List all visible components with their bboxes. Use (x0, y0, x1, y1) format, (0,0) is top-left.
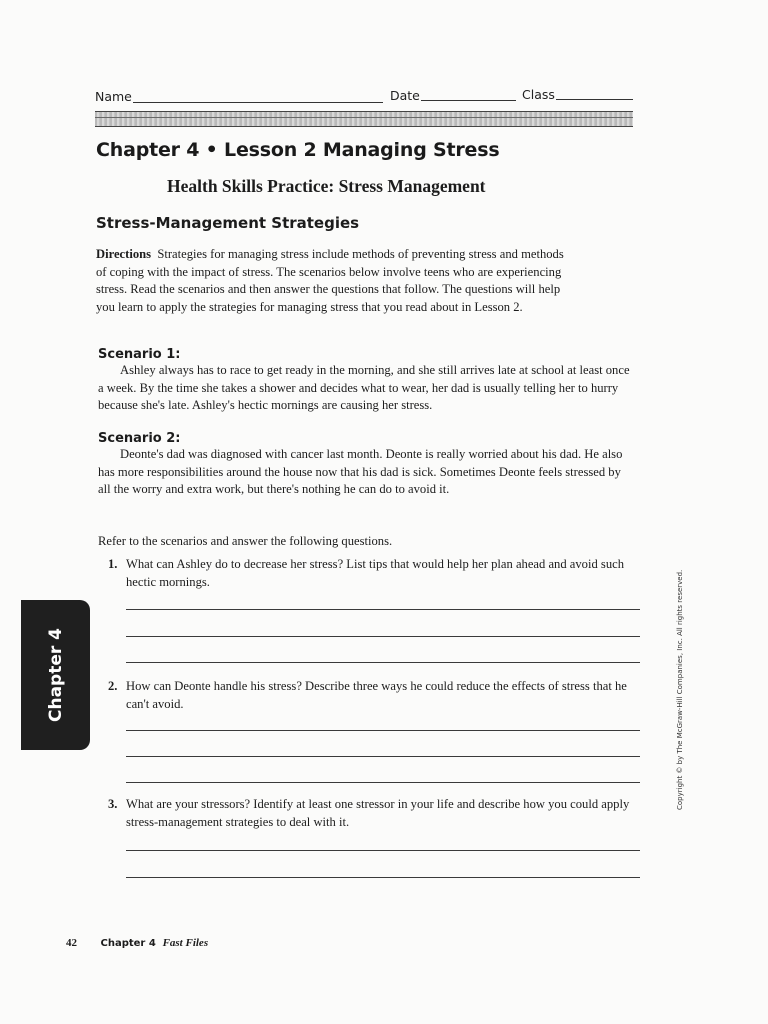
name-label: Name (95, 89, 132, 104)
class-line (556, 99, 633, 100)
directions-paragraph (96, 246, 566, 316)
question-3 (108, 796, 636, 831)
question-1-text: What can Ashley do to decrease her stress? List tips that would help her plan ahead and avoid such hectic mornings. (126, 557, 625, 589)
scenario-1-heading: Scenario 1: (98, 347, 181, 362)
question-2 (108, 678, 636, 713)
copyright-notice: Copyright © by The McGraw-Hill Companies, Inc. All rights reserved. (676, 569, 684, 810)
scenario-2-text: Deonte's dad was diagnosed with cancer last month. Deonte is really worried about his dad. He also has more responsibilities around the house now that his dad is sick. Sometimes Deonte feels stressed by all the worry and extra work, but there's nothing he can do to avoid it. (98, 447, 623, 496)
page-subtitle: Health Skills Practice: Stress Management (167, 176, 486, 196)
answer-line[interactable] (126, 609, 640, 610)
directions-text: Strategies for managing stress include methods of preventing stress and methods of coping with the impact of stress. The scenarios below involve teens who are experiencing stress. Read the scenarios and then answer the questions that follow. The questions will help you learn to apply the strategies for managing stress that you read about in Lesson 2. (96, 247, 564, 314)
question-3-text: What are your stressors? Identify at least one stressor in your life and describe how you could apply stress-management strategies to deal with it. (126, 797, 630, 829)
question-3-number: 3. (108, 797, 118, 811)
directions-label: Directions (96, 247, 152, 261)
footer-chapter: Chapter 4 (100, 938, 156, 949)
scenario-2-heading: Scenario 2: (98, 431, 181, 446)
scenario-1-text: Ashley always has to race to get ready in the morning, and she still arrives late at school at least once a week. By the time she takes a shower and decides what to wear, her dad is usually telling her to hurry because she's late. Ashley's hectic mornings are causing her stress. (98, 363, 630, 412)
answer-line[interactable] (126, 850, 640, 851)
date-label: Date (390, 88, 420, 103)
question-1 (108, 556, 636, 591)
footer-book-title: Fast Files (162, 937, 209, 949)
class-label: Class (522, 87, 555, 102)
question-1-number: 1. (108, 557, 118, 571)
question-2-number: 2. (108, 679, 118, 693)
question-2-text: How can Deonte handle his stress? Describe three ways he could reduce the effects of stress that he can't avoid. (126, 679, 627, 711)
name-line (133, 102, 383, 103)
answer-line[interactable] (126, 782, 640, 783)
answer-line[interactable] (126, 636, 640, 637)
answer-line[interactable] (126, 756, 640, 757)
header-rule (95, 111, 633, 127)
date-line (421, 100, 516, 101)
page-title: Chapter 4 • Lesson 2 Managing Stress (96, 139, 500, 161)
page-footer (66, 937, 208, 949)
section-title: Stress-Management Strategies (96, 214, 360, 232)
instruction-text: Refer to the scenarios and answer the following questions. (98, 534, 393, 548)
answer-line[interactable] (126, 877, 640, 878)
answer-line[interactable] (126, 662, 640, 663)
chapter-side-tab (21, 600, 90, 750)
answer-line[interactable] (126, 730, 640, 731)
page-number: 42 (66, 937, 77, 949)
chapter-side-tab-label: Chapter 4 (45, 628, 66, 723)
